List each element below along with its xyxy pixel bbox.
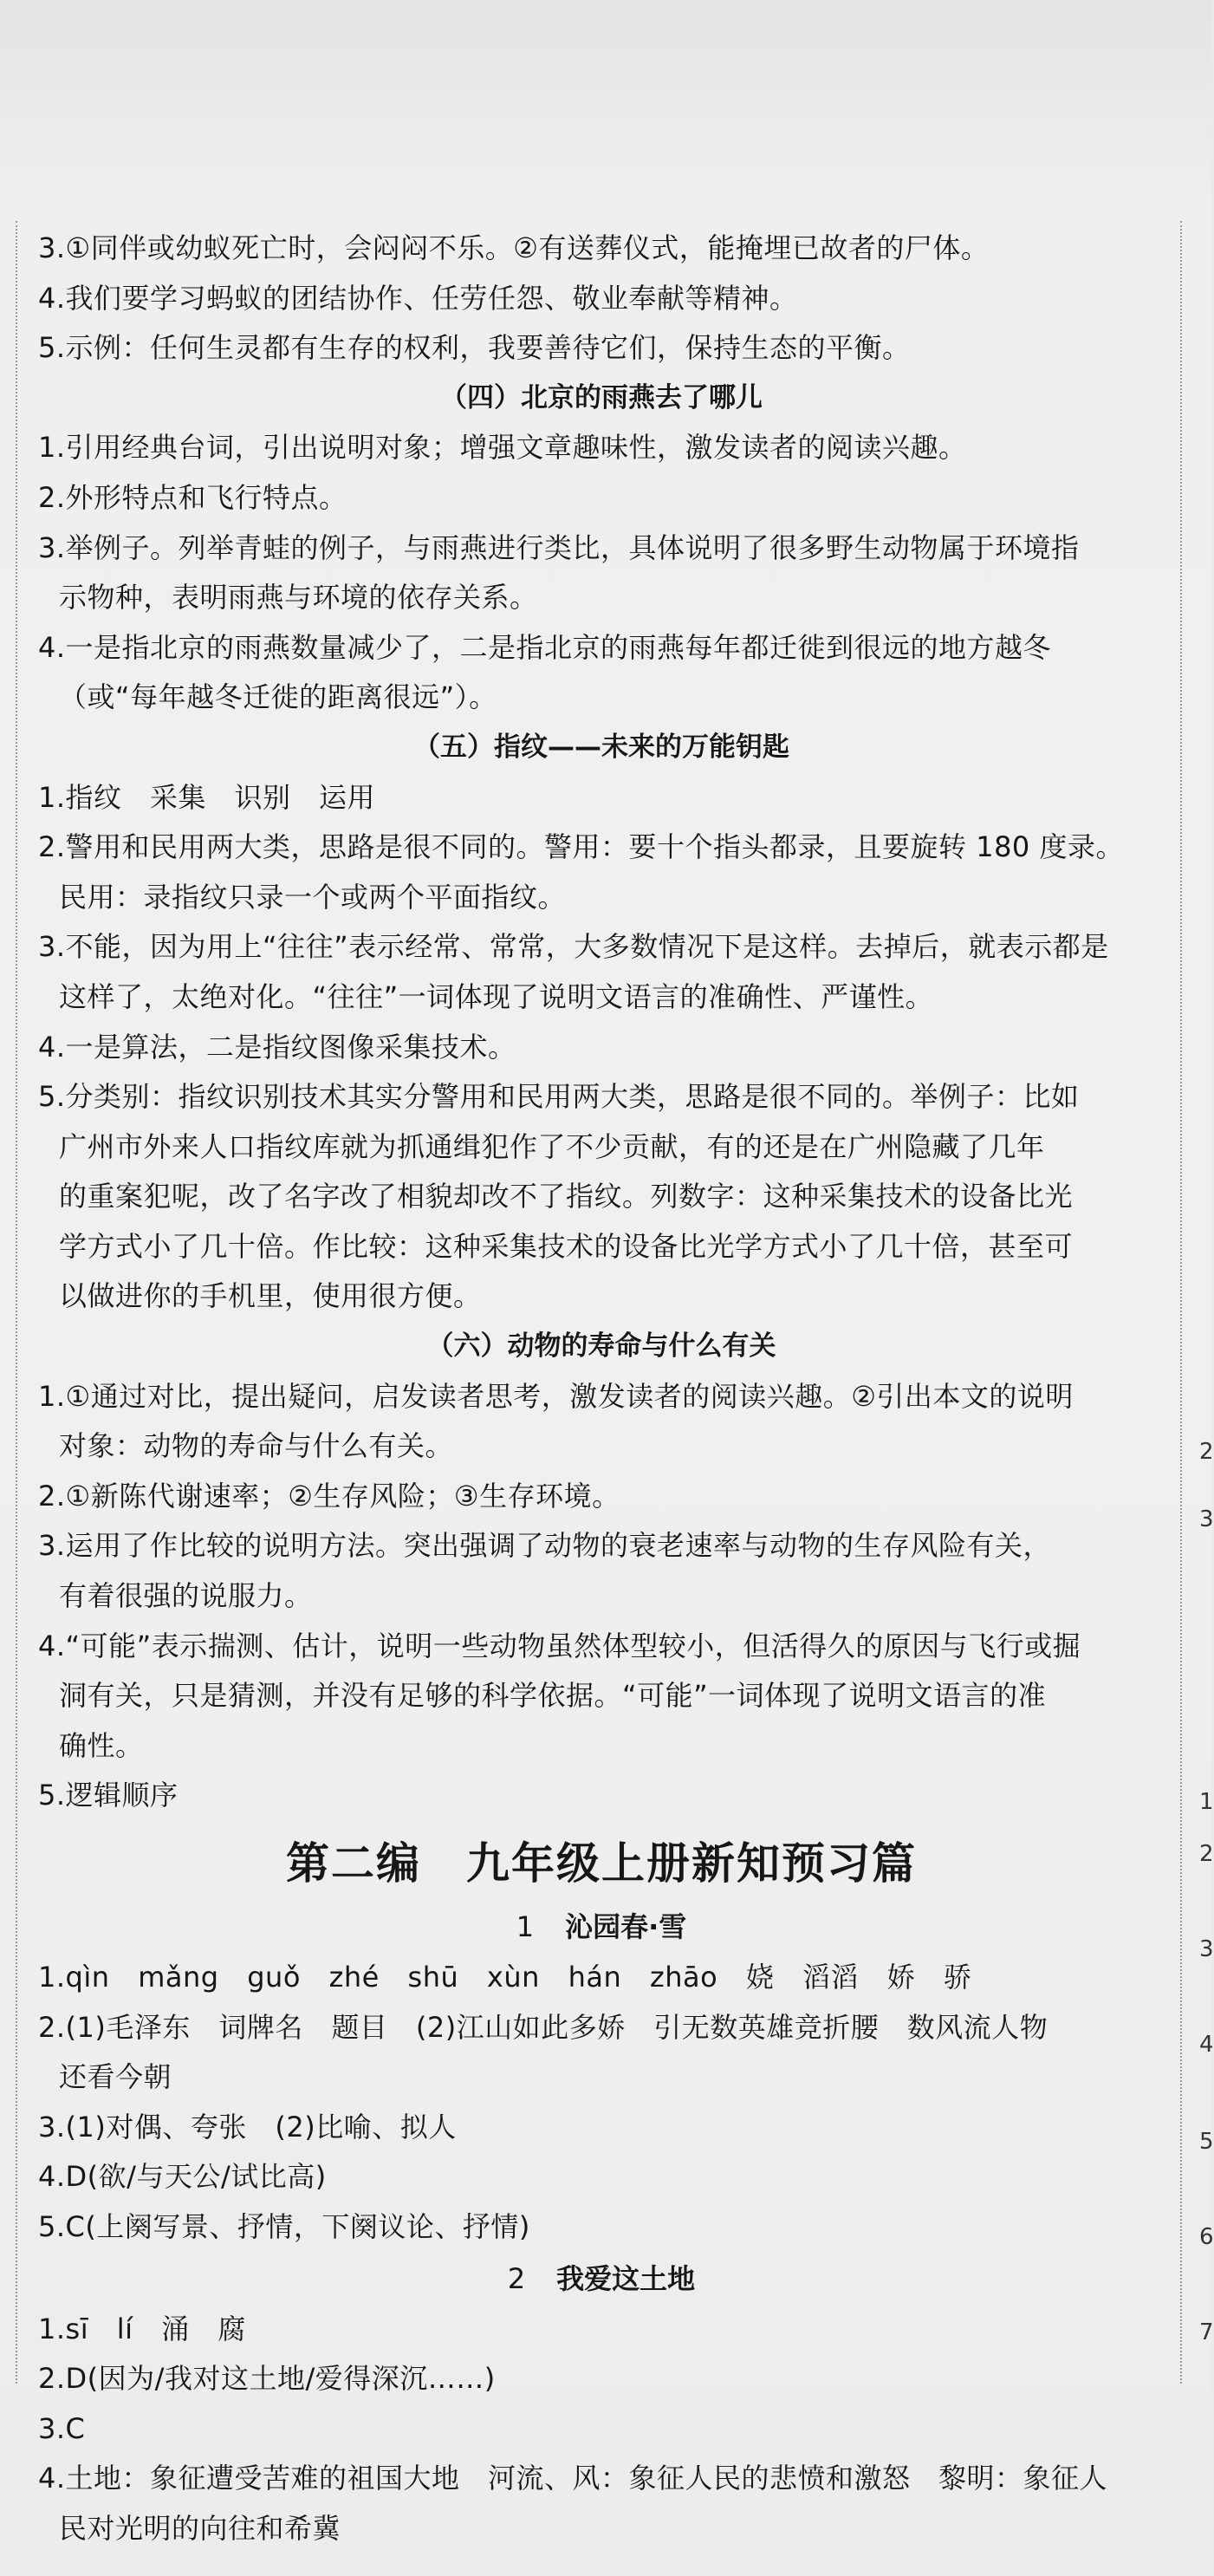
answer-line: 4.“可能”表示揣测、估计，说明一些动物虽然体型较小，但活得久的原因与飞行或掘 (38, 1629, 1081, 1662)
lesson-title (38, 2253, 1165, 2305)
answer-line: 确性。 (59, 1728, 144, 1762)
answer-line: 5.示例：任何生灵都有生存的权利，我要善待它们，保持生态的平衡。 (38, 331, 911, 365)
answer-line: 这样了，太绝对化。“往往”一词体现了说明文语言的准确性、严谨性。 (59, 979, 934, 1013)
section6-lines (38, 1372, 1165, 1821)
edge-number: 1 (1199, 1789, 1214, 1815)
answer-line: 的重案犯呢，改了名字改了相貌却改不了指纹。列数字：这种采集技术的设备比光 (59, 1180, 1074, 1213)
right-dotted-border (1180, 221, 1182, 2384)
answer-line: 3.(1)对偶、夸张 (2)比喻、拟人 (38, 2110, 457, 2143)
answer-line: 1.指纹 采集 识别 运用 (38, 780, 376, 814)
answer-line: 有着很强的说服力。 (59, 1579, 313, 1613)
section3-continued (38, 224, 1165, 374)
answer-content (38, 224, 1165, 2554)
answer-line: 2.(1)毛泽东 词牌名 题目 (2)江山如此多娇 引无数英雄竞折腰 数风流人物 (38, 2010, 1048, 2044)
answer-line: 5.C(上阕写景、抒情，下阕议论、抒情) (38, 2209, 530, 2243)
lesson2-lines (38, 2305, 1165, 2554)
answer-line: 2.D(因为/我对这土地/爱得深沉……) (38, 2362, 496, 2396)
answer-line: 民用：录指纹只录一个或两个平面指纹。 (59, 880, 567, 914)
section4-lines (38, 423, 1165, 723)
answer-line: 1.引用经典台词，引出说明对象；增强文章趣味性，激发读者的阅读兴趣。 (38, 431, 967, 465)
answer-line: 5.分类别：指纹识别技术其实分警用和民用两大类，思路是很不同的。举例子：比如 (38, 1080, 1080, 1114)
answer-line: 还看今朝 (59, 2060, 172, 2094)
answer-line: 广州市外来人口指纹库就为抓通缉犯作了不少贡献，有的还是在广州隐藏了几年 (59, 1129, 1045, 1163)
section-title: （六）动物的寿命与什么有关 (426, 1330, 776, 1363)
answer-line: 对象：动物的寿命与什么有关。 (59, 1429, 454, 1463)
answer-line: 2.①新陈代谢速率；②生存风险；③生存环境。 (38, 1479, 620, 1512)
lesson-name: 沁园春·雪 (565, 1910, 687, 1943)
answer-line: 3.举例子。列举青蛙的例子，与雨燕进行类比，具体说明了很多野生动物属于环境指 (38, 530, 1080, 564)
edge-number: 6 (1199, 2224, 1214, 2250)
lesson1-lines (38, 1953, 1165, 2253)
answer-line: 3.不能，因为用上“往往”表示经常、常常，大多数情况下是这样。去掉后，就表示都是 (38, 930, 1109, 964)
left-dotted-border (16, 221, 17, 2384)
answer-line: 4.一是算法，二是指纹图像采集技术。 (38, 1030, 516, 1064)
lesson-number: 1 (516, 1910, 535, 1943)
section5-lines (38, 773, 1165, 1323)
edge-number: 7 (1199, 2319, 1214, 2345)
answer-line: 以做进你的手机里，使用很方便。 (59, 1279, 482, 1313)
answer-line: （或“每年越冬迁徙的距离很远”）。 (59, 680, 497, 714)
section-title: （四）北京的雨燕去了哪儿 (440, 381, 763, 413)
section-title: （五）指纹——未来的万能钥匙 (413, 731, 789, 763)
edge-number: 2 (1199, 1439, 1214, 1465)
edge-number: 2 (1199, 1841, 1214, 1867)
part-title: 第二编 九年级上册新知预习篇 (286, 1838, 917, 1889)
lesson-name: 我爱这土地 (556, 2261, 696, 2295)
answer-line: 学方式小了几十倍。作比较：这种采集技术的设备比光学方式小了几十倍，甚至可 (59, 1229, 1074, 1263)
lesson-title (38, 1901, 1165, 1953)
edge-number: 3 (1199, 1936, 1214, 1962)
answer-line: 3.C (38, 2411, 86, 2445)
answer-line: 4.我们要学习蚂蚁的团结协作、任劳任怨、敬业奉献等精神。 (38, 281, 798, 315)
answer-line: 3.①同伴或幼蚁死亡时，会闷闷不乐。②有送葬仪式，能掩埋已故者的尸体。 (38, 231, 990, 264)
answer-line: 1.①通过对比，提出疑问，启发读者思考，激发读者的阅读兴趣。②引出本文的说明 (38, 1379, 1074, 1413)
answer-line: 示物种，表明雨燕与环境的依存关系。 (59, 581, 538, 615)
edge-number: 4 (1199, 2032, 1214, 2058)
answer-line: 洞有关，只是猜测，并没有足够的科学依据。“可能”一词体现了说明文语言的准 (59, 1679, 1047, 1713)
edge-number: 3 (1199, 1506, 1214, 1532)
answer-line: 4.一是指北京的雨燕数量减少了，二是指北京的雨燕每年都迁徙到很远的地方越冬 (38, 630, 1052, 664)
answer-line: 1.sī lí 涌 腐 (38, 2312, 246, 2345)
edge-number: 5 (1199, 2129, 1214, 2155)
answer-line: 3.运用了作比较的说明方法。突出强调了动物的衰老速率与动物的生存风险有关， (38, 1529, 1052, 1563)
lesson-number: 2 (507, 2261, 526, 2295)
answer-line: 4.D(欲/与天公/试比高) (38, 2160, 327, 2194)
answer-line: 4.土地：象征遭受苦难的祖国大地 河流、风：象征人民的悲愤和激怒 黎明：象征人 (38, 2462, 1108, 2495)
answer-line: 2.警用和民用两大类，思路是很不同的。警用：要十个指头都录，且要旋转 180 度录。 (38, 830, 1124, 864)
answer-line: 2.外形特点和飞行特点。 (38, 480, 347, 514)
answer-line: 5.逻辑顺序 (38, 1779, 179, 1812)
answer-line: 1.qìn mǎng guǒ zhé shū xùn hán zhāo 娆 滔滔 娇 骄 (38, 1961, 972, 1994)
answer-line: 民对光明的向往和希冀 (59, 2511, 341, 2545)
